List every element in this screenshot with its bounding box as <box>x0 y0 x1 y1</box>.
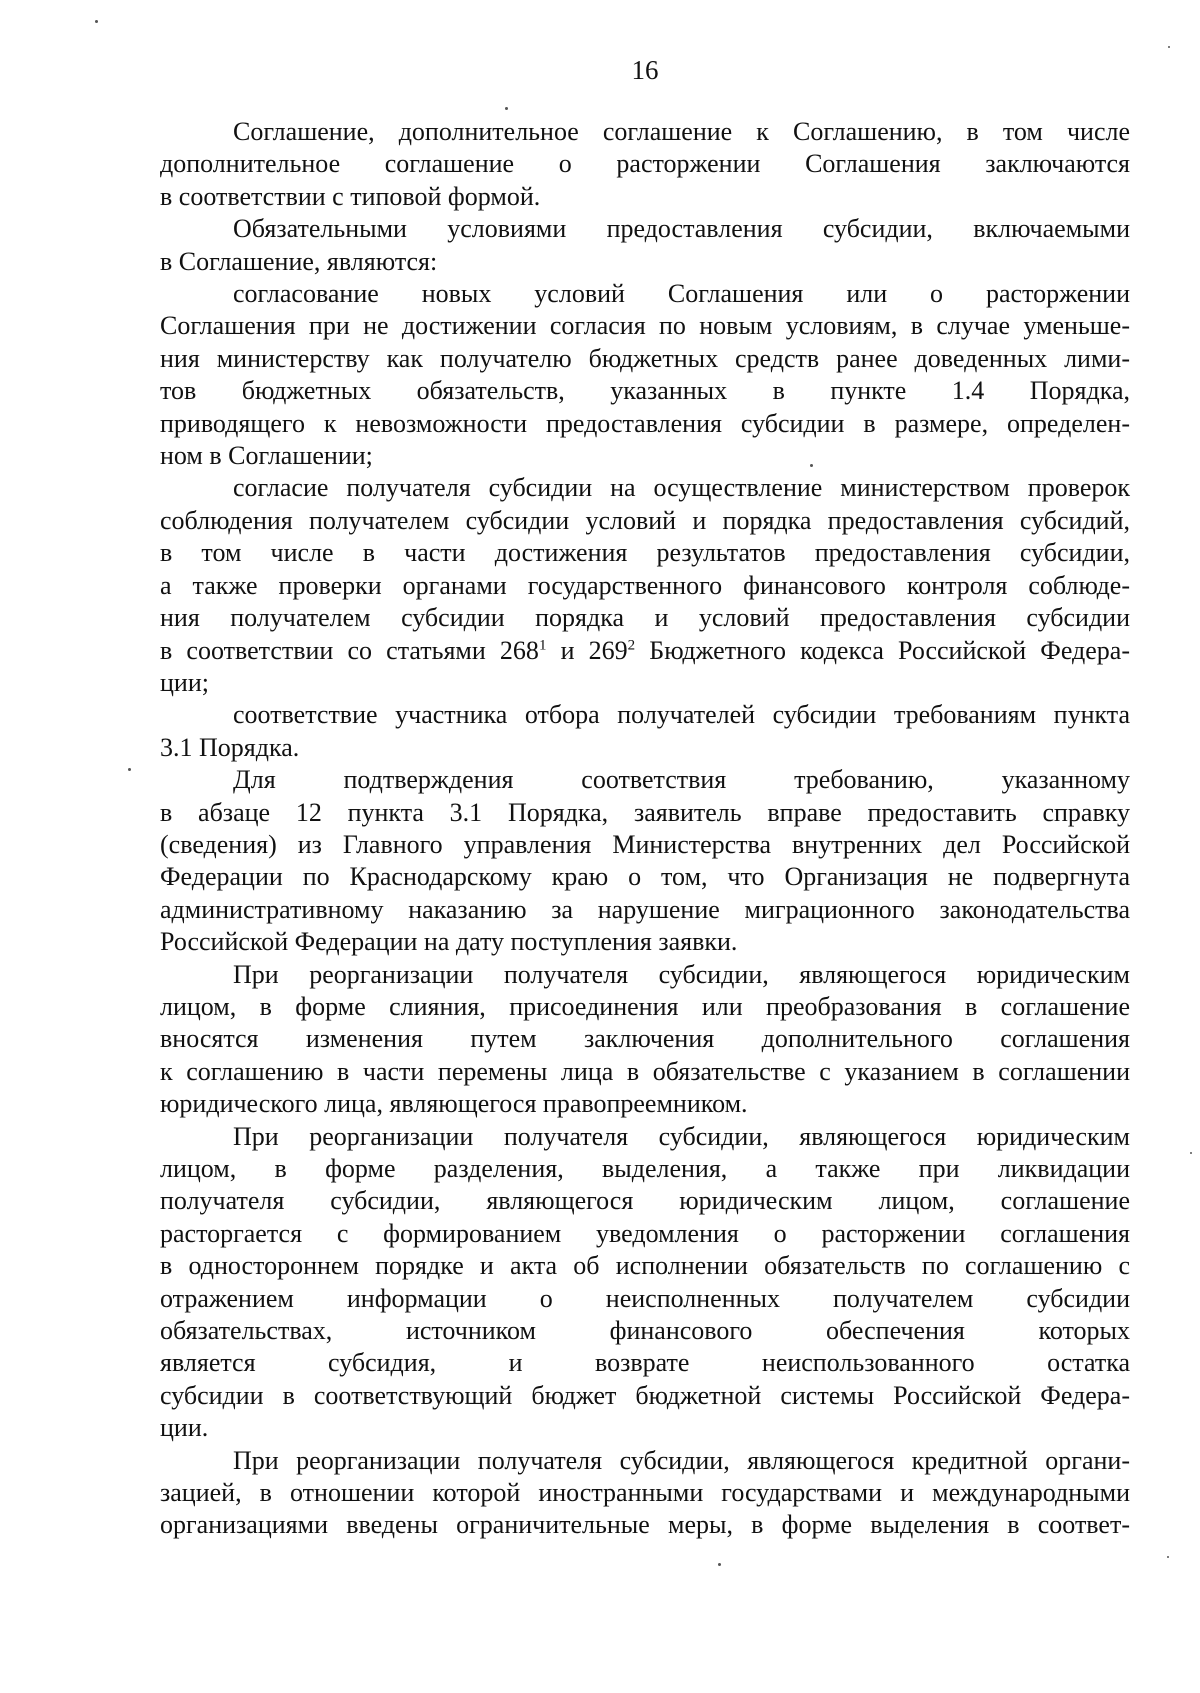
text-line: в том числе в части достижения результатов предоставления субсидии, <box>160 538 1130 568</box>
text-line: согласие получателя субсидии на осуществление министерством проверок <box>233 473 1130 503</box>
scan-speck <box>810 464 813 467</box>
text-line: дополнительное соглашение о расторжении Соглашения заключаются <box>160 149 1130 179</box>
text-line: приводящего к невозможности предоставления субсидии в размере, определен- <box>160 408 1130 438</box>
text-line: ном в Соглашении; <box>160 441 373 471</box>
text-line: организациями введены ограничительные меры, в форме выделения в соответ- <box>160 1510 1130 1540</box>
text-line: является субсидия, и возврате неиспользованного остатка <box>160 1348 1130 1378</box>
scan-speck <box>505 107 508 110</box>
text-line: лицом, в форме слияния, присоединения или преобразования в соглашение <box>160 991 1130 1021</box>
text-line-with-footnotes <box>160 635 1130 667</box>
text-line: 3.1 Порядка. <box>160 732 300 762</box>
paragraph-reorganization-credit-org <box>160 1445 1130 1542</box>
text-line: в одностороннем порядке и акта об исполнении обязательств по соглашению с <box>160 1251 1130 1281</box>
paragraph-mandatory-conditions <box>160 213 1130 278</box>
text-line: ния министерству как получателю бюджетных средств ранее доведенных лими- <box>160 343 1130 373</box>
text-line: в Соглашение, являются: <box>160 246 438 276</box>
text-line: При реорганизации получателя субсидии, являющегося юридическим <box>233 959 1130 989</box>
text-line: в соответствии с типовой формой. <box>160 181 541 211</box>
text-line: а также проверки органами государственного финансового контроля соблюде- <box>160 570 1130 600</box>
page-number: 16 <box>631 55 659 85</box>
text-line: ции. <box>160 1413 209 1443</box>
text-line: Федерации по Краснодарскому краю о том, что Организация не подвергнута <box>160 862 1130 892</box>
text-line: отражением информации о неисполненных получателем субсидии <box>160 1283 1130 1313</box>
superscript: 1 <box>538 636 547 653</box>
paragraph-confirmation-certificate <box>160 764 1130 958</box>
text-line: ции; <box>160 667 209 697</box>
text-line: к соглашению в части перемены лица в обязательстве с указанием в соглашении <box>160 1056 1130 1086</box>
superscript: 2 <box>627 636 636 653</box>
text-line: тов бюджетных обязательств, указанных в пункте 1.4 Порядка, <box>160 376 1130 406</box>
text-line: вносятся изменения путем заключения дополнительного соглашения <box>160 1024 1130 1054</box>
text-line: При реорганизации получателя субсидии, являющегося юридическим <box>233 1121 1130 1151</box>
text-line: расторгается с формированием уведомления о расторжении соглашения <box>160 1218 1130 1248</box>
text-line: Соглашения при не достижении согласия по новым условиям, в случае уменьше- <box>160 311 1130 341</box>
text-line: согласование новых условий Соглашения или о расторжении <box>233 279 1130 309</box>
text-line: При реорганизации получателя субсидии, являющегося кредитной органи- <box>233 1445 1130 1475</box>
text-line: Российской Федерации на дату поступления заявки. <box>160 927 738 957</box>
paragraph-condition-consent <box>160 472 1130 699</box>
scan-speck <box>1168 46 1170 48</box>
document-body <box>160 116 1130 1542</box>
text-line: лицом, в форме разделения, выделения, а также при ликвидации <box>160 1154 1130 1183</box>
text-line: (сведения) из Главного управления Министерства внутренних дел Российской <box>160 829 1130 859</box>
text-line: получателя субсидии, являющегося юридическим лицом, соглашение <box>160 1186 1130 1216</box>
paragraph-agreement-form <box>160 116 1130 213</box>
text-line: юридического лица, являющегося правопреемником. <box>160 1089 748 1119</box>
text-line: соответствие участника отбора получателей субсидии требованиям пункта <box>233 700 1130 730</box>
text-line: обязательствах, источником финансового обеспечения которых <box>160 1316 1130 1346</box>
text-line: Соглашение, дополнительное соглашение к Соглашению, в том числе <box>233 117 1130 146</box>
text-line: соблюдения получателем субсидии условий и порядка предоставления субсидий, <box>160 505 1130 535</box>
text-line: Для подтверждения соответствия требованию, указанному <box>233 765 1130 795</box>
text-line: в абзаце 12 пункта 3.1 Порядка, заявитель вправе предоставить справку <box>160 797 1130 827</box>
scan-speck <box>95 20 98 23</box>
text-fragment: Бюджетного кодекса Российской Федера- <box>635 635 1130 665</box>
paragraph-reorganization-division <box>160 1121 1130 1445</box>
scan-speck <box>128 768 131 771</box>
text-fragment: и 269 <box>546 635 628 665</box>
paragraph-condition-compliance <box>160 699 1130 764</box>
text-line: ния получателем субсидии порядка и условий предоставления субсидии <box>160 603 1130 633</box>
text-line: Обязательными условиями предоставления субсидии, включаемыми <box>233 214 1130 244</box>
text-line: субсидии в соответствующий бюджет бюджетной системы Российской Федера- <box>160 1380 1130 1410</box>
scan-speck <box>1190 1152 1192 1154</box>
text-fragment: в соответствии со статьями 268 <box>160 635 539 665</box>
scan-speck <box>718 1563 721 1566</box>
paragraph-condition-approval <box>160 278 1130 472</box>
text-line: зацией, в отношении которой иностранными государствами и международными <box>160 1478 1130 1508</box>
paragraph-reorganization-merger <box>160 959 1130 1121</box>
text-line: административному наказанию за нарушение миграционного законодательства <box>160 894 1130 924</box>
scan-speck <box>1167 1556 1169 1558</box>
